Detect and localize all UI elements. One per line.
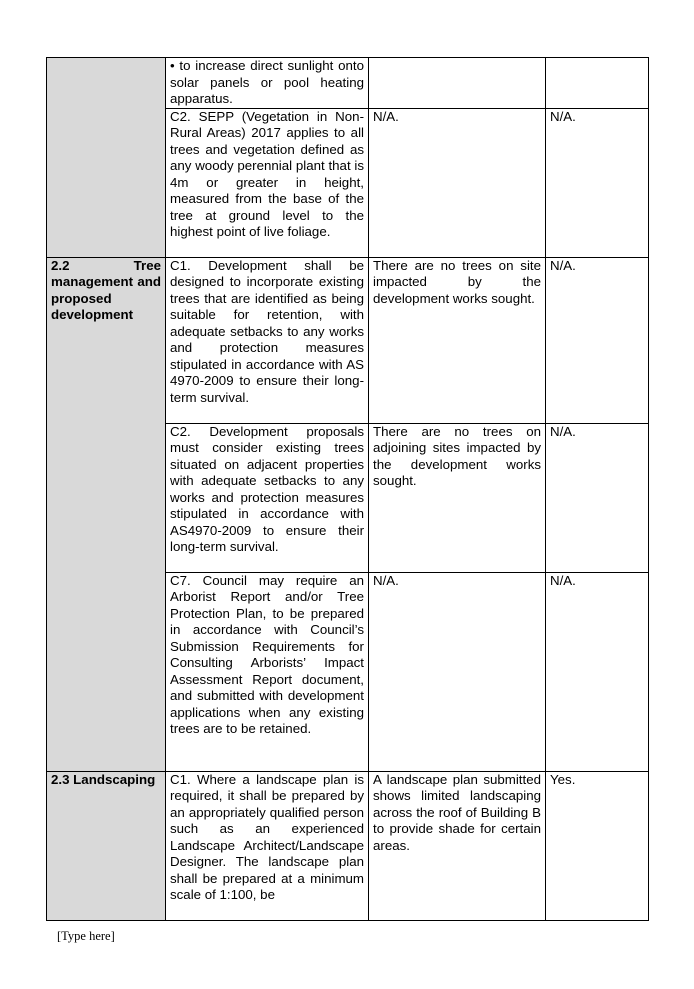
comment-cell: A landscape plan submitted shows limited landscaping across the roof of Building B to provide shade for certain areas. [369,771,546,920]
compliance-table [46,57,649,921]
compliance-cell [546,58,649,109]
table-row [47,58,649,109]
comment-cell [369,58,546,109]
criterion-cell: C1. Where a landscape plan is required, it shall be prepared by an appropriately qualified person such as an experienced Landscape Architect/Landscape Designer. The landscape plan shall be prepared at a minimum scale of 1:100, be [166,771,369,920]
compliance-cell: N/A. [546,257,649,423]
compliance-cell: N/A. [546,423,649,572]
compliance-cell: Yes. [546,771,649,920]
criterion-cell: C2. Development proposals must consider existing trees situated on adjacent properties with adequate setbacks to any works and protection measures stipulated in accordance with AS4970-2009 to ensure their long-term survival. [166,423,369,572]
comment-cell: N/A. [369,108,546,257]
criterion-cell: C2. SEPP (Vegetation in Non-Rural Areas) 2017 applies to all trees and vegetation defined as any woody perennial plant that is 4m or greater in height, measured from the base of the tree at ground level to the highest point of live foliage. [166,108,369,257]
criterion-cell: C1. Development shall be designed to incorporate existing trees that are identified as being suitable for retention, with adequate setbacks to any works and protection measures stipulated in accordance with AS 4970-2009 to ensure their long-term survival. [166,257,369,423]
compliance-cell: N/A. [546,108,649,257]
section-cell [47,58,166,258]
criterion-cell: • to increase direct sunlight onto solar panels or pool heating apparatus. [166,58,369,109]
table-row [47,257,649,423]
section-title: 2.2 Tree management and proposed development [51,257,161,322]
criterion-cell: C7. Council may require an Arborist Report and/or Tree Protection Plan, to be prepared in accordance with Council’s Submission Requirements for Consulting Arborists’ Impact Assessment Report document, and submitted with development applications when any existing trees are to be retained. [166,572,369,771]
comment-cell: N/A. [369,572,546,771]
compliance-cell: N/A. [546,572,649,771]
section-title: 2.3 Landscaping [51,771,156,787]
table-row [47,771,649,920]
section-cell [47,257,166,771]
page-footer: [Type here] [57,929,115,943]
comment-cell: There are no trees on site impacted by the development works sought. [369,257,546,423]
section-cell [47,771,166,920]
comment-cell: There are no trees on adjoining sites impacted by the development works sought. [369,423,546,572]
